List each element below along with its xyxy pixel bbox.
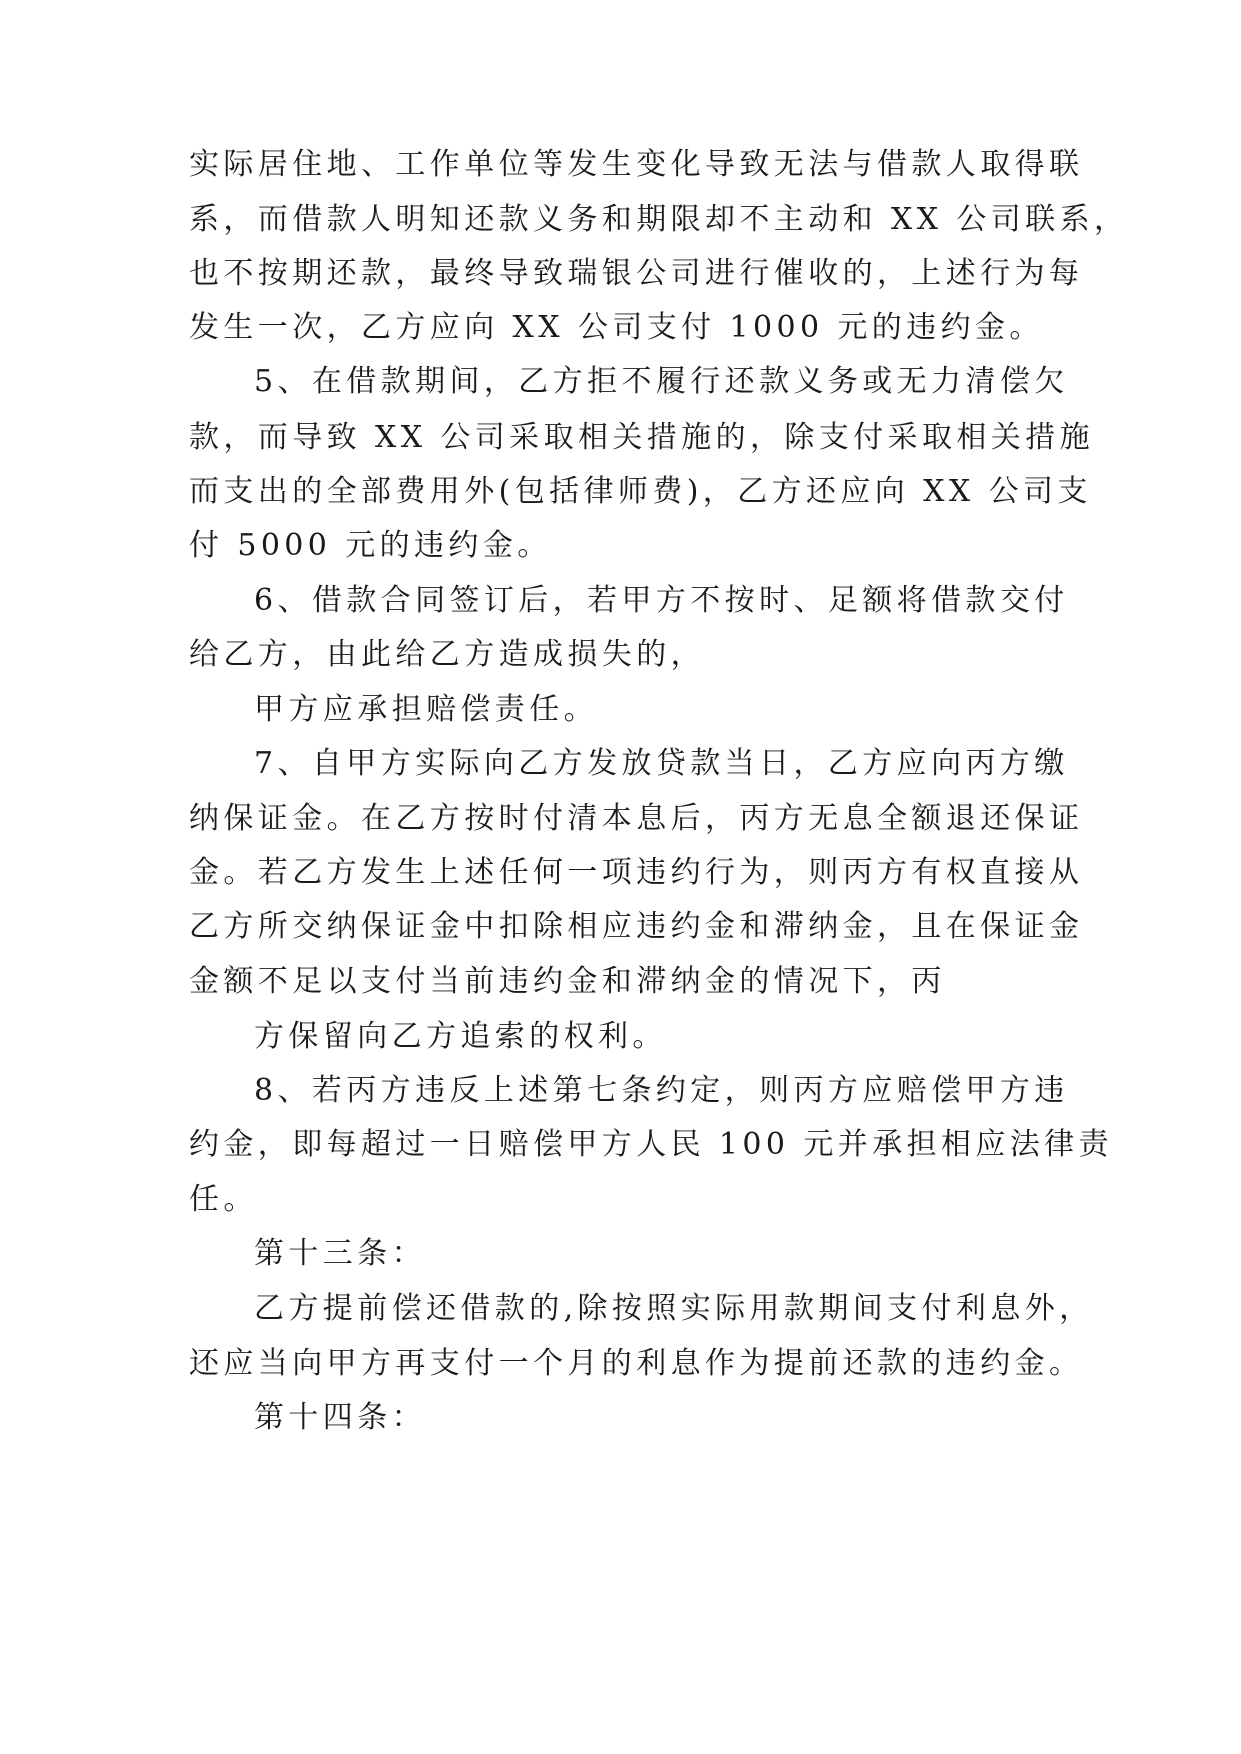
text-line: 金额不足以支付当前违约金和滞纳金的情况下，丙 — [189, 964, 946, 999]
text-line: 发生一次，乙方应向 XX 公司支付 1000 元的违约金。 — [189, 310, 1044, 345]
text-line: 给乙方，由此给乙方造成损失的， — [189, 637, 705, 672]
text-line: 也不按期还款，最终导致瑞银公司进行催收的，上述行为每 — [189, 256, 1084, 291]
text-line: 还应当向甲方再支付一个月的利息作为提前还款的违约金。 — [189, 1346, 1084, 1381]
section-heading: 第十四条： — [254, 1400, 426, 1435]
section-heading: 第十三条： — [254, 1236, 426, 1271]
text-line: 金。若乙方发生上述任何一项违约行为，则丙方有权直接从 — [189, 855, 1084, 890]
text-line: 付 5000 元的违约金。 — [189, 528, 552, 563]
text-line: 7、自甲方实际向乙方发放贷款当日，乙方应向丙方缴 — [254, 746, 1069, 781]
text-line: 6、借款合同签订后，若甲方不按时、足额将借款交付 — [254, 583, 1069, 618]
text-line: 乙方提前偿还借款的,除按照实际用款期间支付利息外， — [254, 1291, 1094, 1326]
text-line: 乙方所交纳保证金中扣除相应违约金和滞纳金，且在保证金 — [189, 909, 1084, 944]
text-line: 款，而导致 XX 公司采取相关措施的，除支付采取相关措施 — [189, 420, 1094, 455]
text-line: 5、在借款期间，乙方拒不履行还款义务或无力清偿欠 — [254, 364, 1069, 399]
text-line: 系，而借款人明知还款义务和期限却不主动和 XX 公司联系， — [189, 202, 1129, 237]
text-line: 方保留向乙方追索的权利。 — [254, 1019, 667, 1054]
text-line: 约金，即每超过一日赔偿甲方人民 100 元并承担相应法律责 — [189, 1127, 1113, 1162]
text-line: 8、若丙方违反上述第七条约定，则丙方应赔偿甲方违 — [254, 1073, 1069, 1108]
text-line: 甲方应承担赔偿责任。 — [254, 692, 598, 727]
text-line: 而支出的全部费用外(包括律师费)，乙方还应向 XX 公司支 — [189, 474, 1092, 509]
text-line: 任。 — [189, 1182, 258, 1217]
text-line: 实际居住地、工作单位等发生变化导致无法与借款人取得联 — [189, 147, 1084, 182]
text-line: 纳保证金。在乙方按时付清本息后，丙方无息全额退还保证 — [189, 801, 1084, 836]
